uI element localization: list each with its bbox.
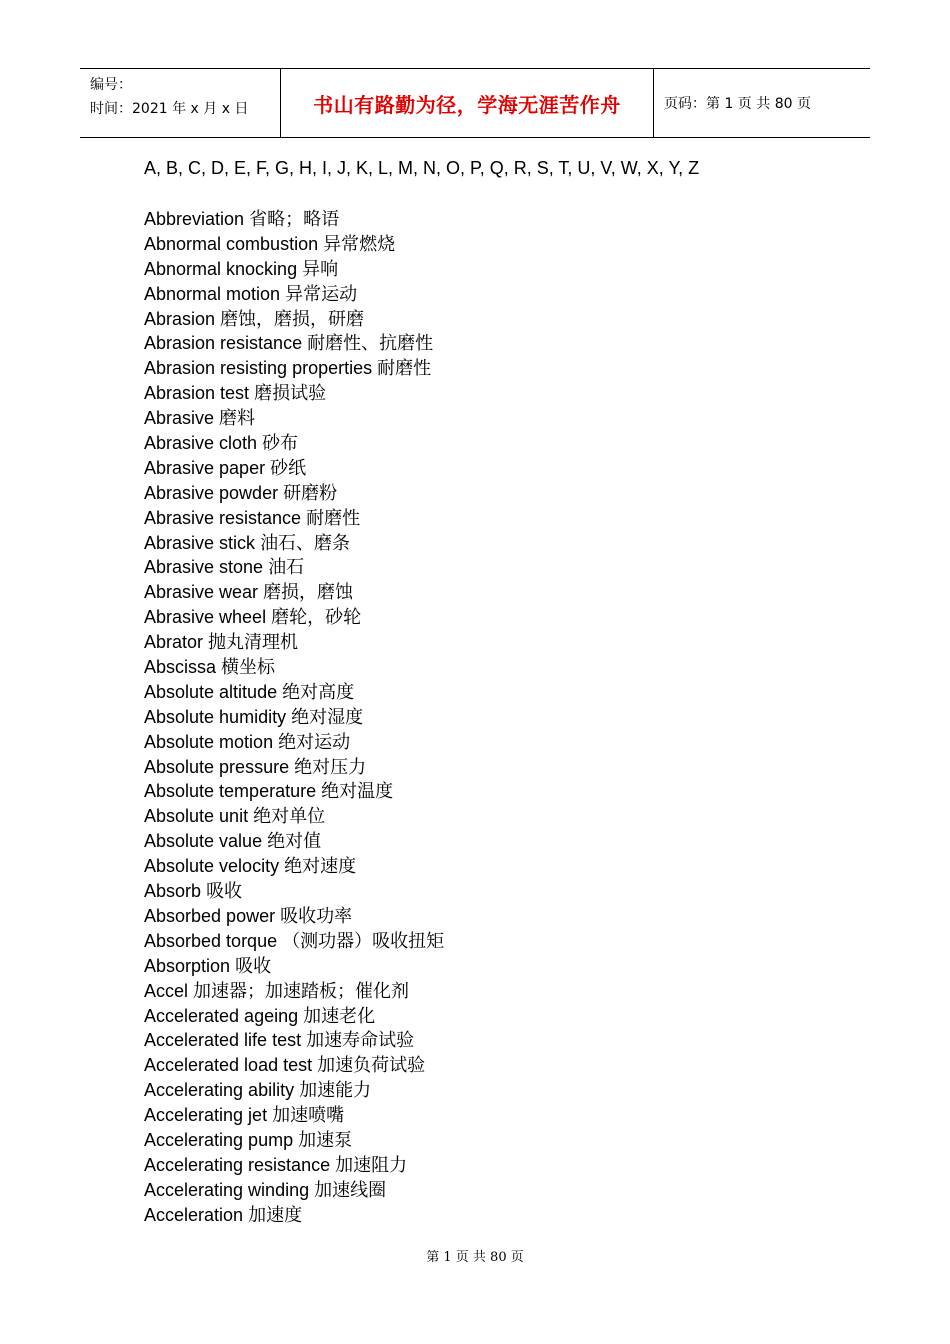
glossary-entry: [144, 381, 444, 406]
glossary-list: [144, 207, 444, 1228]
entry-translation: 绝对运动: [278, 731, 351, 753]
entry-translation: 加速泵: [298, 1129, 353, 1151]
glossary-entry: [144, 655, 444, 680]
glossary-entry: [144, 879, 444, 904]
entry-translation: 吸收功率: [280, 905, 353, 927]
entry-term: Accelerating winding: [144, 1179, 310, 1200]
entry-term: Acceleration: [144, 1204, 244, 1225]
glossary-entry: [144, 1103, 444, 1128]
glossary-entry: [144, 356, 444, 381]
glossary-entry: [144, 1178, 444, 1203]
page-footer: 第 1 页 共 80 页: [426, 1250, 524, 1265]
glossary-entry: [144, 779, 444, 804]
entry-term: Absolute pressure: [144, 756, 290, 777]
glossary-entry: [144, 1153, 444, 1178]
entry-term: Accelerated life test: [144, 1030, 302, 1051]
glossary-entry: [144, 331, 444, 356]
glossary-entry: [144, 481, 444, 506]
entry-term: Absolute altitude: [144, 681, 278, 702]
glossary-entry: [144, 232, 444, 257]
alphabet-index: A, B, C, D, E, F, G, H, I, J, K, L, M, N, O, P, Q, R, S, T, U, V, W, X, Y, Z: [144, 158, 700, 178]
entry-translation: 加速器；加速踏板；催化剂: [193, 980, 410, 1002]
entry-translation: 绝对值: [267, 831, 322, 853]
glossary-entry: [144, 431, 444, 456]
entry-term: Abbreviation: [144, 209, 245, 229]
entry-term: Abrasion test: [144, 383, 250, 404]
glossary-entry: [144, 904, 444, 929]
entry-translation: 加速老化: [303, 1005, 376, 1027]
entry-term: Abrasive resistance: [144, 507, 302, 528]
entry-term: Abrasive stick: [144, 532, 256, 553]
entry-translation: 绝对湿度: [291, 706, 364, 728]
entry-translation: 磨轮，砂轮: [271, 607, 362, 629]
entry-term: Abrasive cloth: [144, 433, 258, 454]
entry-translation: 油石: [268, 557, 305, 579]
entry-translation: 省略；略语: [249, 209, 340, 230]
glossary-entry: [144, 506, 444, 531]
glossary-entry: [144, 406, 444, 431]
entry-term: Absolute velocity: [144, 856, 280, 877]
entry-translation: 油石、磨条: [260, 532, 351, 554]
glossary-entry: [144, 630, 444, 655]
entry-translation: 加速度: [248, 1204, 303, 1226]
entry-term: Abrasion resistance: [144, 333, 303, 354]
glossary-entry: [144, 680, 444, 705]
glossary-entry: [144, 531, 444, 556]
entry-term: Accelerating pump: [144, 1129, 294, 1150]
entry-term: Absorbed power: [144, 905, 276, 926]
page-header: [80, 68, 870, 138]
entry-term: Abnormal combustion: [144, 233, 319, 254]
entry-translation: 磨蚀，磨损，研磨: [220, 308, 365, 330]
glossary-entry: [144, 1203, 444, 1228]
entry-term: Abnormal motion: [144, 283, 281, 304]
entry-translation: 绝对温度: [321, 781, 394, 803]
glossary-entry: [144, 730, 444, 755]
number-label: 编号：: [90, 77, 132, 93]
glossary-entry: [144, 1128, 444, 1153]
entry-term: Abrasive powder: [144, 482, 279, 503]
entry-term: Absorbed torque: [144, 930, 278, 951]
header-meta: [80, 69, 281, 137]
glossary-entry: [144, 555, 444, 580]
entry-translation: 磨损，磨蚀: [263, 582, 354, 604]
entry-term: Abscissa: [144, 657, 217, 678]
entry-translation: 砂纸: [270, 457, 307, 479]
entry-term: Abrasive paper: [144, 457, 266, 478]
entry-term: Abrasive: [144, 408, 215, 429]
entry-term: Abrasion resisting properties: [144, 358, 373, 379]
entry-term: Absolute motion: [144, 731, 274, 752]
glossary-entry: [144, 979, 444, 1004]
entry-translation: 异响: [302, 258, 339, 280]
entry-term: Abnormal knocking: [144, 258, 298, 279]
glossary-entry: [144, 580, 444, 605]
entry-translation: 异常燃烧: [323, 233, 396, 255]
glossary-entry: [144, 854, 444, 879]
glossary-entry: [144, 456, 444, 481]
entry-term: Abrasive stone: [144, 557, 264, 578]
glossary-entry: [144, 829, 444, 854]
glossary-entry: [144, 954, 444, 979]
glossary-entry: [144, 257, 444, 282]
entry-translation: 加速负荷试验: [317, 1055, 426, 1077]
entry-translation: 研磨粉: [283, 482, 338, 504]
entry-term: Accelerated load test: [144, 1055, 313, 1076]
glossary-entry: [144, 929, 444, 954]
header-page-info: 页码：第 1 页 共 80 页: [664, 96, 811, 112]
glossary-entry: [144, 804, 444, 829]
entry-translation: 磨损试验: [254, 383, 327, 405]
glossary-entry: [144, 1004, 444, 1029]
entry-term: Absorb: [144, 881, 202, 902]
entry-term: Absorption: [144, 955, 231, 976]
entry-term: Abrasion: [144, 308, 216, 329]
entry-translation: （测功器）吸收扭矩: [282, 930, 445, 952]
entry-translation: 加速喷嘴: [272, 1105, 345, 1127]
glossary-entry: [144, 1053, 444, 1078]
entry-translation: 抛丸清理机: [208, 632, 299, 654]
entry-translation: 耐磨性: [377, 358, 432, 380]
entry-translation: 绝对压力: [294, 756, 367, 778]
entry-translation: 加速能力: [299, 1080, 372, 1102]
entry-term: Accelerated ageing: [144, 1005, 299, 1026]
entry-translation: 吸收: [206, 881, 243, 903]
entry-term: Accel: [144, 980, 189, 1001]
entry-translation: 磨料: [219, 408, 256, 430]
glossary-entry: [144, 705, 444, 730]
entry-term: Accelerating ability: [144, 1080, 295, 1101]
entry-translation: 加速线圈: [314, 1179, 387, 1201]
entry-translation: 绝对高度: [282, 681, 355, 703]
entry-translation: 横坐标: [221, 657, 276, 679]
entry-translation: 砂布: [262, 433, 299, 455]
glossary-entry: [144, 1028, 444, 1053]
entry-term: Absolute unit: [144, 806, 249, 827]
header-motto: 书山有路勤为径，学海无涯苦作舟: [281, 69, 654, 137]
glossary-entry: [144, 307, 444, 332]
entry-translation: 绝对单位: [253, 806, 326, 828]
entry-term: Absolute humidity: [144, 706, 287, 727]
entry-translation: 加速寿命试验: [306, 1030, 415, 1052]
glossary-entry: [144, 1078, 444, 1103]
glossary-entry: [144, 755, 444, 780]
entry-translation: 吸收: [235, 955, 272, 977]
entry-term: Accelerating jet: [144, 1105, 268, 1126]
glossary-entry: [144, 207, 444, 232]
entry-translation: 加速阻力: [335, 1154, 408, 1176]
glossary-entry: [144, 605, 444, 630]
entry-translation: 异常运动: [285, 283, 358, 305]
entry-term: Abrasive wear: [144, 582, 259, 603]
entry-term: Accelerating resistance: [144, 1154, 331, 1175]
entry-translation: 绝对速度: [284, 856, 357, 878]
entry-term: Absolute value: [144, 831, 263, 852]
entry-translation: 耐磨性: [306, 507, 361, 529]
entry-translation: 耐磨性、抗磨性: [307, 333, 434, 355]
glossary-entry: [144, 282, 444, 307]
entry-term: Absolute temperature: [144, 781, 317, 802]
entry-term: Abrasive wheel: [144, 607, 267, 628]
entry-term: Abrator: [144, 632, 204, 653]
time-label: 时间：2021 年 x 月 x 日: [90, 101, 249, 117]
